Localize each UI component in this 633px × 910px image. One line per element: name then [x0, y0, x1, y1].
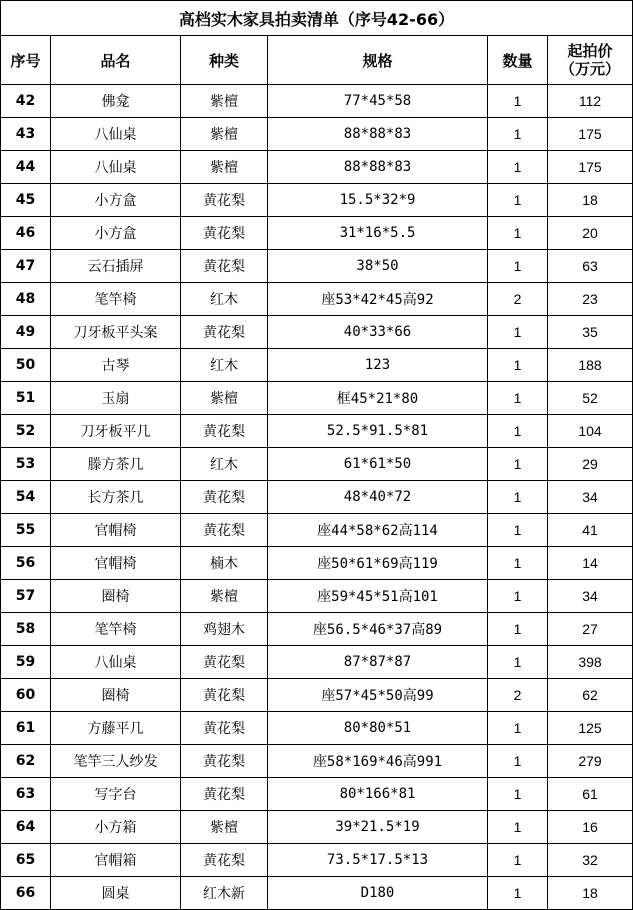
cell-name: 官帽箱	[51, 844, 181, 877]
cell-no: 55	[1, 514, 51, 547]
cell-price: 63	[548, 250, 633, 283]
cell-spec: 座59*45*51高101	[268, 580, 488, 613]
cell-price: 35	[548, 316, 633, 349]
cell-name: 刀牙板平头案	[51, 316, 181, 349]
cell-qty: 1	[488, 481, 548, 514]
cell-no: 43	[1, 118, 51, 151]
cell-wood: 红木	[181, 283, 268, 316]
cell-qty: 1	[488, 184, 548, 217]
cell-no: 62	[1, 745, 51, 778]
cell-spec: 座56.5*46*37高89	[268, 613, 488, 646]
cell-wood: 紫檀	[181, 85, 268, 118]
cell-price: 20	[548, 217, 633, 250]
cell-wood: 紫檀	[181, 580, 268, 613]
cell-no: 54	[1, 481, 51, 514]
cell-wood: 楠木	[181, 547, 268, 580]
cell-spec: 48*40*72	[268, 481, 488, 514]
cell-wood: 黄花梨	[181, 514, 268, 547]
cell-wood: 黄花梨	[181, 745, 268, 778]
cell-wood: 黄花梨	[181, 415, 268, 448]
cell-spec: 73.5*17.5*13	[268, 844, 488, 877]
cell-name: 小方盒	[51, 184, 181, 217]
cell-qty: 1	[488, 844, 548, 877]
cell-no: 48	[1, 283, 51, 316]
cell-qty: 1	[488, 217, 548, 250]
cell-name: 玉扇	[51, 382, 181, 415]
header-wood: 种类	[181, 36, 268, 85]
cell-name: 八仙桌	[51, 118, 181, 151]
cell-spec: 座50*61*69高119	[268, 547, 488, 580]
cell-price: 188	[548, 349, 633, 382]
cell-no: 47	[1, 250, 51, 283]
cell-no: 44	[1, 151, 51, 184]
table-row	[1, 712, 633, 745]
cell-wood: 黄花梨	[181, 316, 268, 349]
cell-name: 官帽椅	[51, 547, 181, 580]
cell-price: 112	[548, 85, 633, 118]
table-row	[1, 679, 633, 712]
cell-qty: 1	[488, 382, 548, 415]
cell-spec: 80*166*81	[268, 778, 488, 811]
cell-qty: 1	[488, 250, 548, 283]
cell-no: 58	[1, 613, 51, 646]
cell-price: 52	[548, 382, 633, 415]
cell-qty: 1	[488, 415, 548, 448]
table-row	[1, 349, 633, 382]
cell-no: 57	[1, 580, 51, 613]
table-row	[1, 646, 633, 679]
cell-qty: 1	[488, 745, 548, 778]
cell-qty: 1	[488, 778, 548, 811]
cell-spec: 座53*42*45高92	[268, 283, 488, 316]
table-row	[1, 811, 633, 844]
cell-qty: 1	[488, 349, 548, 382]
cell-name: 佛龛	[51, 85, 181, 118]
cell-price: 398	[548, 646, 633, 679]
table-row	[1, 415, 633, 448]
cell-wood: 黄花梨	[181, 250, 268, 283]
cell-no: 50	[1, 349, 51, 382]
cell-no: 64	[1, 811, 51, 844]
cell-qty: 1	[488, 151, 548, 184]
cell-spec: 31*16*5.5	[268, 217, 488, 250]
cell-qty: 1	[488, 448, 548, 481]
header-row	[1, 36, 633, 85]
cell-qty: 1	[488, 811, 548, 844]
table-row	[1, 250, 633, 283]
cell-qty: 1	[488, 85, 548, 118]
cell-spec: 87*87*87	[268, 646, 488, 679]
cell-no: 45	[1, 184, 51, 217]
cell-price: 41	[548, 514, 633, 547]
cell-name: 刀牙板平几	[51, 415, 181, 448]
cell-qty: 1	[488, 613, 548, 646]
cell-price: 27	[548, 613, 633, 646]
cell-wood: 紫檀	[181, 382, 268, 415]
cell-wood: 黄花梨	[181, 712, 268, 745]
cell-wood: 鸡翅木	[181, 613, 268, 646]
cell-no: 56	[1, 547, 51, 580]
cell-qty: 1	[488, 316, 548, 349]
cell-wood: 黄花梨	[181, 679, 268, 712]
header-price-line2: （万元）	[559, 60, 620, 78]
cell-name: 官帽椅	[51, 514, 181, 547]
table-row	[1, 514, 633, 547]
cell-name: 云石插屏	[51, 250, 181, 283]
table-row	[1, 481, 633, 514]
header-no: 序号	[1, 36, 51, 85]
cell-no: 61	[1, 712, 51, 745]
cell-spec: 80*80*51	[268, 712, 488, 745]
cell-wood: 紫檀	[181, 118, 268, 151]
cell-wood: 黄花梨	[181, 481, 268, 514]
cell-name: 笔竿椅	[51, 613, 181, 646]
table-row	[1, 877, 633, 910]
cell-price: 279	[548, 745, 633, 778]
cell-wood: 黄花梨	[181, 778, 268, 811]
cell-name: 八仙桌	[51, 646, 181, 679]
cell-spec: 61*61*50	[268, 448, 488, 481]
cell-price: 23	[548, 283, 633, 316]
cell-no: 42	[1, 85, 51, 118]
table-row	[1, 151, 633, 184]
cell-name: 小方盒	[51, 217, 181, 250]
cell-spec: 座58*169*46高991	[268, 745, 488, 778]
table-row	[1, 184, 633, 217]
cell-name: 圈椅	[51, 580, 181, 613]
cell-name: 八仙桌	[51, 151, 181, 184]
cell-no: 52	[1, 415, 51, 448]
cell-wood: 黄花梨	[181, 646, 268, 679]
cell-price: 175	[548, 151, 633, 184]
cell-spec: 39*21.5*19	[268, 811, 488, 844]
cell-no: 60	[1, 679, 51, 712]
cell-price: 34	[548, 481, 633, 514]
cell-name: 古琴	[51, 349, 181, 382]
table-row	[1, 448, 633, 481]
cell-name: 写字台	[51, 778, 181, 811]
cell-price: 14	[548, 547, 633, 580]
cell-qty: 1	[488, 514, 548, 547]
cell-no: 49	[1, 316, 51, 349]
table-row	[1, 118, 633, 151]
cell-spec: 77*45*58	[268, 85, 488, 118]
cell-spec: 15.5*32*9	[268, 184, 488, 217]
cell-name: 滕方茶几	[51, 448, 181, 481]
table-row	[1, 844, 633, 877]
cell-spec: 88*88*83	[268, 151, 488, 184]
cell-price: 34	[548, 580, 633, 613]
cell-no: 46	[1, 217, 51, 250]
cell-price: 18	[548, 877, 633, 910]
cell-spec: 123	[268, 349, 488, 382]
header-price-line1: 起拍价	[567, 42, 613, 60]
cell-wood: 黄花梨	[181, 217, 268, 250]
cell-qty: 1	[488, 877, 548, 910]
cell-spec: 座57*45*50高99	[268, 679, 488, 712]
cell-no: 53	[1, 448, 51, 481]
table-row	[1, 382, 633, 415]
cell-wood: 紫檀	[181, 811, 268, 844]
table-title: 高档实木家具拍卖清单（序号42-66）	[1, 1, 633, 36]
table-row	[1, 778, 633, 811]
cell-name: 方藤平几	[51, 712, 181, 745]
cell-price: 104	[548, 415, 633, 448]
table-row	[1, 580, 633, 613]
cell-qty: 1	[488, 646, 548, 679]
table-row	[1, 316, 633, 349]
cell-name: 笔竿椅	[51, 283, 181, 316]
cell-name: 圈椅	[51, 679, 181, 712]
cell-no: 59	[1, 646, 51, 679]
cell-wood: 紫檀	[181, 151, 268, 184]
table-row	[1, 613, 633, 646]
cell-qty: 2	[488, 679, 548, 712]
cell-price: 61	[548, 778, 633, 811]
cell-wood: 红木	[181, 448, 268, 481]
cell-no: 51	[1, 382, 51, 415]
cell-wood: 黄花梨	[181, 844, 268, 877]
cell-qty: 1	[488, 580, 548, 613]
cell-no: 66	[1, 877, 51, 910]
header-qty: 数量	[488, 36, 548, 85]
cell-spec: 框45*21*80	[268, 382, 488, 415]
table-row	[1, 283, 633, 316]
cell-qty: 1	[488, 118, 548, 151]
table-row	[1, 745, 633, 778]
cell-spec: 座44*58*62高114	[268, 514, 488, 547]
cell-price: 16	[548, 811, 633, 844]
cell-name: 长方茶几	[51, 481, 181, 514]
cell-wood: 黄花梨	[181, 184, 268, 217]
table-row	[1, 217, 633, 250]
cell-price: 32	[548, 844, 633, 877]
cell-no: 63	[1, 778, 51, 811]
cell-no: 65	[1, 844, 51, 877]
header-spec: 规格	[268, 36, 488, 85]
cell-qty: 2	[488, 283, 548, 316]
cell-qty: 1	[488, 547, 548, 580]
cell-wood: 红木新	[181, 877, 268, 910]
table-row	[1, 547, 633, 580]
cell-price: 175	[548, 118, 633, 151]
cell-price: 29	[548, 448, 633, 481]
cell-price: 18	[548, 184, 633, 217]
cell-name: 圆桌	[51, 877, 181, 910]
cell-wood: 红木	[181, 349, 268, 382]
table-row	[1, 85, 633, 118]
cell-name: 笔竿三人纱发	[51, 745, 181, 778]
header-price	[548, 36, 633, 85]
cell-price: 125	[548, 712, 633, 745]
header-name: 品名	[51, 36, 181, 85]
cell-spec: 88*88*83	[268, 118, 488, 151]
cell-name: 小方箱	[51, 811, 181, 844]
table-body	[1, 85, 633, 910]
cell-spec: D180	[268, 877, 488, 910]
cell-spec: 52.5*91.5*81	[268, 415, 488, 448]
cell-spec: 40*33*66	[268, 316, 488, 349]
cell-qty: 1	[488, 712, 548, 745]
cell-price: 62	[548, 679, 633, 712]
cell-spec: 38*50	[268, 250, 488, 283]
title-row	[1, 1, 633, 36]
